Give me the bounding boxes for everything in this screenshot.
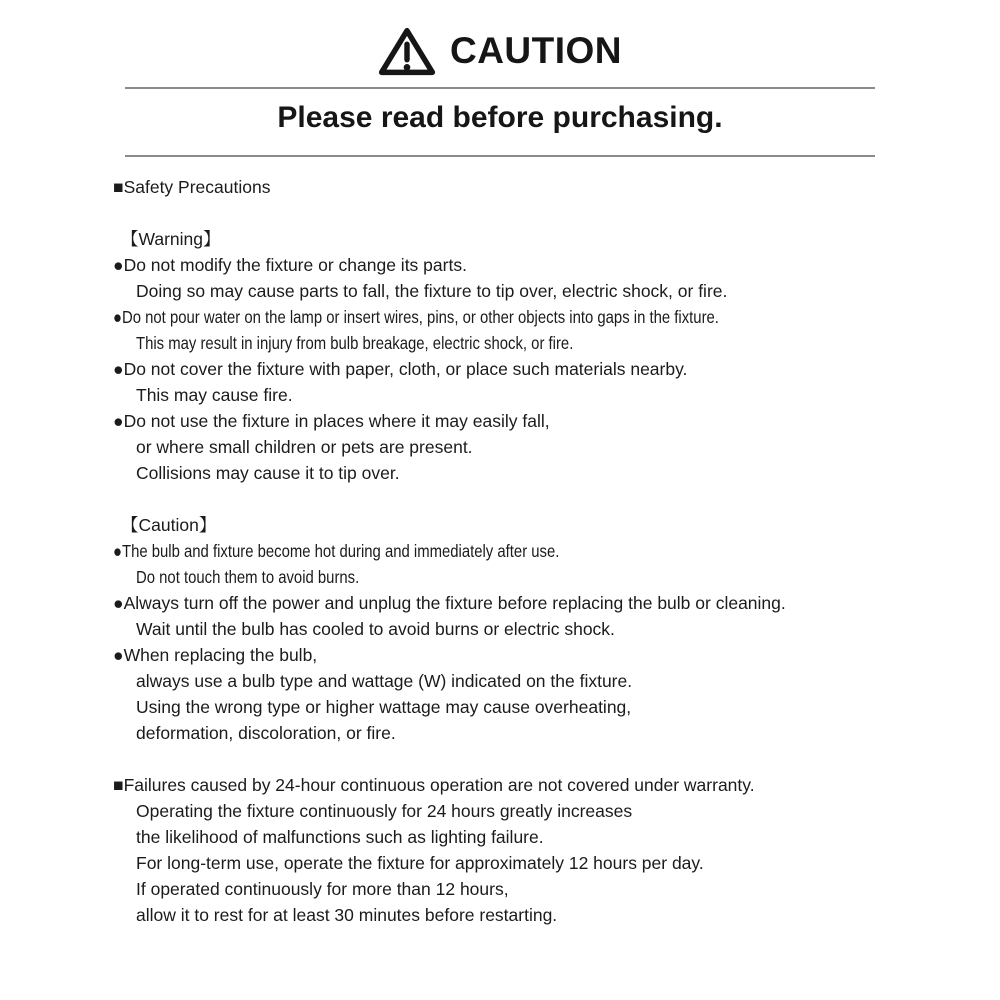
- blank-line: [0, 486, 1000, 512]
- text-line-content: Collisions may cause it to tip over.: [136, 463, 400, 483]
- text-line: [0, 902, 1000, 928]
- text-line-content: ●Do not pour water on the lamp or insert wires, pins, or other objects into gaps in the fixture.: [113, 307, 719, 327]
- text-line: [0, 616, 1000, 642]
- text-line: [0, 694, 1000, 720]
- text-line: [0, 382, 1000, 408]
- text-line-content: 【Warning】: [121, 229, 221, 249]
- text-line-content: or where small children or pets are present.: [136, 437, 473, 457]
- text-line: [0, 590, 1000, 616]
- divider-bottom: [125, 155, 875, 157]
- text-line-content: Operating the fixture continuously for 24 hours greatly increases: [136, 801, 633, 821]
- page-subtitle: Please read before purchasing.: [277, 101, 723, 134]
- text-line: [0, 174, 1000, 200]
- text-line-content: Doing so may cause parts to fall, the fixture to tip over, electric shock, or fire.: [136, 281, 728, 301]
- text-line-content: Using the wrong type or higher wattage may cause overheating,: [136, 697, 632, 717]
- text-line: [0, 434, 1000, 460]
- text-line-content: ●Always turn off the power and unplug the fixture before replacing the bulb or cleaning.: [113, 593, 786, 613]
- blank-line: [0, 746, 1000, 772]
- text-line-content: This may cause fire.: [136, 385, 293, 405]
- text-line-content: ●Do not cover the fixture with paper, cloth, or place such materials nearby.: [113, 359, 688, 379]
- text-line: [0, 538, 1000, 564]
- text-line: [0, 226, 1000, 252]
- text-line: [0, 460, 1000, 486]
- text-line-content: This may result in injury from bulb breakage, electric shock, or fire.: [136, 333, 574, 353]
- text-line-content: ■Failures caused by 24-hour continuous operation are not covered under warranty.: [113, 775, 755, 795]
- text-line-content: deformation, discoloration, or fire.: [136, 723, 396, 743]
- text-line: [0, 304, 1000, 330]
- text-line-content: Do not touch them to avoid burns.: [136, 567, 360, 587]
- blank-line: [0, 200, 1000, 226]
- warning-triangle-icon: [378, 26, 436, 77]
- text-line: [0, 876, 1000, 902]
- text-line: [0, 668, 1000, 694]
- text-line-content: allow it to rest for at least 30 minutes before restarting.: [136, 905, 558, 925]
- precautions-text: [0, 174, 1000, 928]
- text-line: [0, 642, 1000, 668]
- text-line: [0, 772, 1000, 798]
- text-line: [0, 824, 1000, 850]
- text-line: [0, 720, 1000, 746]
- text-line-content: ■Safety Precautions: [113, 177, 271, 197]
- text-line: [0, 330, 1000, 356]
- divider-top: [125, 87, 875, 89]
- caution-header: [0, 22, 1000, 80]
- text-line: [0, 850, 1000, 876]
- text-line-content: ●The bulb and fixture become hot during and immediately after use.: [113, 541, 560, 561]
- text-line-content: If operated continuously for more than 12 hours,: [136, 879, 509, 899]
- text-line-content: ●Do not use the fixture in places where it may easily fall,: [113, 411, 550, 431]
- text-line-content: the likelihood of malfunctions such as lighting failure.: [136, 827, 544, 847]
- text-line: [0, 356, 1000, 382]
- text-line: [0, 252, 1000, 278]
- text-line: [0, 408, 1000, 434]
- text-line-content: always use a bulb type and wattage (W) indicated on the fixture.: [136, 671, 633, 691]
- text-line: [0, 798, 1000, 824]
- caution-title: CAUTION: [449, 30, 623, 71]
- text-line-content: For long-term use, operate the fixture for approximately 12 hours per day.: [136, 853, 704, 873]
- text-line: [0, 278, 1000, 304]
- text-line: [0, 564, 1000, 590]
- text-line: [0, 512, 1000, 538]
- text-line-content: 【Caution】: [121, 515, 217, 535]
- text-line-content: Wait until the bulb has cooled to avoid burns or electric shock.: [136, 619, 615, 639]
- text-line-content: ●Do not modify the fixture or change its parts.: [113, 255, 467, 275]
- text-line-content: ●When replacing the bulb,: [113, 645, 318, 665]
